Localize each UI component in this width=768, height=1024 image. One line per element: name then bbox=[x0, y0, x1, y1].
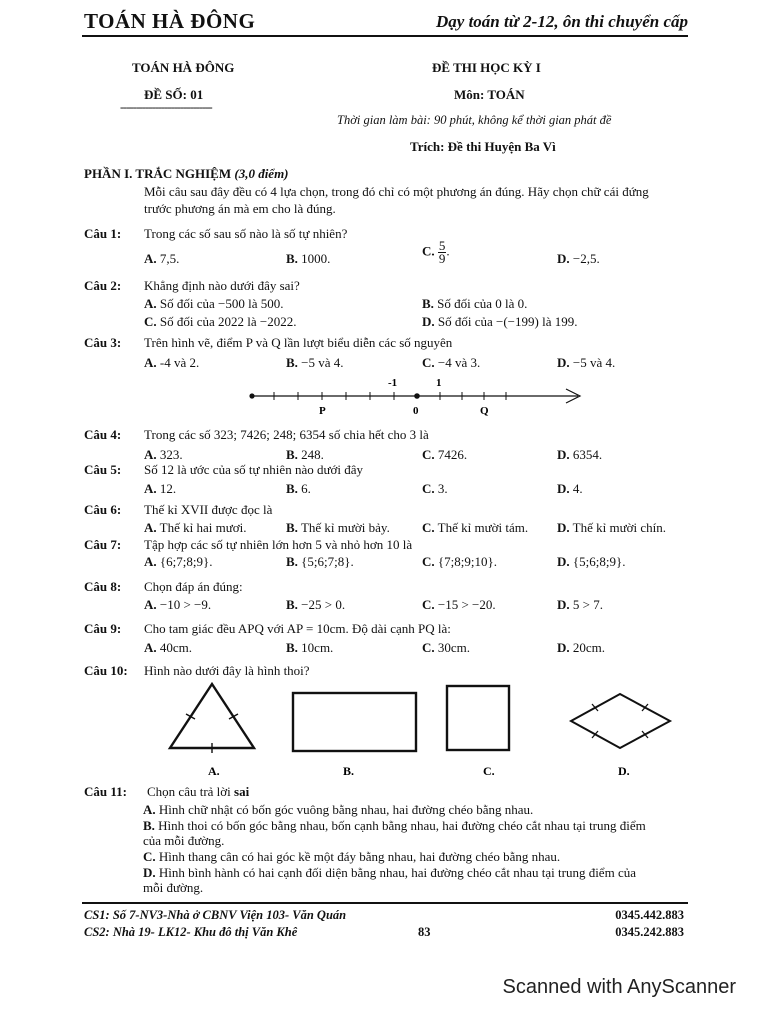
option-text: 20cm. bbox=[572, 640, 606, 655]
option-letter: C. bbox=[422, 481, 435, 496]
figure-label-d: D. bbox=[618, 764, 630, 778]
option-letter: C. bbox=[422, 554, 435, 569]
q9-option-a bbox=[144, 640, 192, 656]
question-9-text: Cho tam giác đều APQ với AP = 10cm. Độ dài cạnh PQ là: bbox=[144, 621, 451, 636]
triangle-shape bbox=[170, 684, 254, 748]
q9-option-c bbox=[422, 640, 470, 656]
footer-phone-2: 0345.242.883 bbox=[615, 925, 684, 939]
question-2-label: Câu 2: bbox=[84, 278, 122, 293]
q8-option-d bbox=[557, 597, 603, 613]
q6-option-d bbox=[557, 520, 666, 536]
footer-cs2: CS2: Nhà 19- LK12- Khu đô thị Văn Khê bbox=[84, 925, 298, 939]
q11-option-c bbox=[143, 849, 560, 865]
q1-option-c bbox=[422, 240, 450, 265]
q5-option-b bbox=[286, 481, 311, 497]
option-text: -4 và 2. bbox=[159, 355, 200, 370]
q11-option-a bbox=[143, 802, 533, 818]
header-rule bbox=[82, 35, 688, 37]
question-5-label: Câu 5: bbox=[84, 462, 122, 477]
shapes-figure bbox=[160, 678, 690, 780]
question-3-text: Trên hình vẽ, điểm P và Q lần lượt biểu diễn các số nguyên bbox=[144, 335, 453, 350]
q3-option-b bbox=[286, 355, 344, 371]
option-text: {5;6;7;8}. bbox=[301, 554, 354, 569]
exam-code: ĐỀ SỐ: 01 bbox=[144, 87, 204, 102]
option-text: Số đối của 0 là 0. bbox=[437, 296, 528, 311]
option-text: 7426. bbox=[437, 447, 468, 462]
option-letter: D. bbox=[557, 481, 570, 496]
option-text: Hình thang cân có hai góc kề một đáy bằng nhau, hai đường chéo bằng nhau. bbox=[158, 849, 561, 864]
q2-option-b bbox=[422, 296, 527, 312]
question-11-label: Câu 11: bbox=[84, 784, 127, 799]
figure-label-b: B. bbox=[343, 764, 355, 778]
option-letter: A. bbox=[144, 520, 157, 535]
q7-option-c bbox=[422, 554, 497, 570]
option-text: Hình thoi có bốn góc bằng nhau, bốn cạnh bằng nhau, hai đường chéo cắt nhau tại trung điểm bbox=[158, 818, 646, 833]
option-letter: D. bbox=[557, 520, 570, 535]
footer-phone-1: 0345.442.883 bbox=[615, 908, 684, 922]
q4-option-d bbox=[557, 447, 602, 463]
exam-source: Trích: Đề thi Huyện Ba Vì bbox=[410, 139, 556, 154]
question-8-label: Câu 8: bbox=[84, 579, 122, 594]
option-text: 4. bbox=[572, 481, 583, 496]
option-letter: D. bbox=[557, 447, 570, 462]
q9-option-d bbox=[557, 640, 605, 656]
fraction-numerator: 5 bbox=[438, 238, 446, 253]
option-letter: C. bbox=[422, 520, 435, 535]
question-10-label: Câu 10: bbox=[84, 663, 128, 678]
option-letter: B. bbox=[286, 355, 298, 370]
section-points: (3,0 điểm) bbox=[234, 166, 289, 181]
question-3-label: Câu 3: bbox=[84, 335, 122, 350]
option-letter: A. bbox=[144, 251, 157, 266]
option-text: Thế kỉ mười chín. bbox=[572, 520, 667, 535]
option-text: −4 và 3. bbox=[437, 355, 481, 370]
q11-option-d-cont: mỗi đường. bbox=[143, 880, 204, 895]
option-letter: D. bbox=[557, 597, 570, 612]
question-11-emphasis: sai bbox=[234, 784, 250, 799]
figure-label-c: C. bbox=[483, 764, 495, 778]
option-text: −10 > −9. bbox=[159, 597, 212, 612]
q3-option-a bbox=[144, 355, 199, 371]
option-text: Hình chữ nhật có bốn góc vuông bằng nhau, hai đường chéo bằng nhau. bbox=[158, 802, 534, 817]
option-letter: B. bbox=[286, 447, 298, 462]
option-letter: D. bbox=[557, 640, 570, 655]
footer-rule bbox=[82, 902, 688, 904]
option-text: {6;7;8;9}. bbox=[159, 554, 213, 569]
option-text: 6354. bbox=[572, 447, 603, 462]
q1-option-d bbox=[557, 251, 600, 267]
q7-option-d bbox=[557, 554, 625, 570]
option-text: {5;6;8;9}. bbox=[572, 554, 626, 569]
option-tail: . bbox=[446, 243, 450, 259]
exam-code-underline: ----------------------------- bbox=[120, 100, 212, 114]
q5-option-d bbox=[557, 481, 583, 497]
q2-option-c bbox=[144, 314, 297, 330]
option-letter: B. bbox=[286, 481, 298, 496]
square-shape bbox=[447, 686, 509, 750]
option-text: −2,5. bbox=[572, 251, 600, 266]
option-letter: D. bbox=[557, 554, 570, 569]
option-text: Số đối của 2022 là −2022. bbox=[159, 314, 297, 329]
label-p: P bbox=[319, 405, 326, 417]
q8-option-c bbox=[422, 597, 496, 613]
q1-option-a bbox=[144, 251, 179, 267]
question-5-text: Số 12 là ước của số tự nhiên nào dưới đây bbox=[144, 462, 364, 477]
option-letter: A. bbox=[144, 481, 157, 496]
option-text: Hình bình hành có hai cạnh đối diện bằng nhau, hai đường chéo cắt nhau tại trung điểm của bbox=[158, 865, 636, 880]
q2-option-a bbox=[144, 296, 284, 312]
option-text: Thế kỉ mười bảy. bbox=[300, 520, 390, 535]
option-letter: D. bbox=[422, 314, 435, 329]
option-letter: D. bbox=[143, 865, 156, 880]
q4-option-c bbox=[422, 447, 467, 463]
q5-option-a bbox=[144, 481, 176, 497]
option-text: 30cm. bbox=[437, 640, 471, 655]
q7-option-b bbox=[286, 554, 354, 570]
option-letter: C. bbox=[422, 597, 435, 612]
option-text: −5 và 4. bbox=[572, 355, 616, 370]
option-text: Số đối của −(−199) là 199. bbox=[437, 314, 578, 329]
option-letter: D. bbox=[557, 251, 570, 266]
exam-time: Thời gian làm bài: 90 phút, không kể thời gian phát đề bbox=[337, 113, 612, 127]
q9-option-b bbox=[286, 640, 333, 656]
rectangle-shape bbox=[293, 693, 416, 751]
q3-option-c bbox=[422, 355, 480, 371]
label-0: 0 bbox=[413, 405, 419, 417]
q8-option-a bbox=[144, 597, 211, 613]
q11-option-b bbox=[143, 818, 646, 834]
option-text: {7;8;9;10}. bbox=[437, 554, 497, 569]
brand-title: TOÁN HÀ ĐÔNG bbox=[84, 9, 256, 33]
option-text: −25 > 0. bbox=[301, 597, 346, 612]
number-line-origin-dot bbox=[414, 393, 420, 399]
option-letter: C. bbox=[144, 314, 157, 329]
label-1: 1 bbox=[436, 377, 442, 389]
option-letter: B. bbox=[286, 520, 298, 535]
question-10-text: Hình nào dưới đây là hình thoi? bbox=[144, 663, 310, 678]
figure-label-a: A. bbox=[208, 764, 220, 778]
option-letter: A. bbox=[144, 597, 157, 612]
option-text: 6. bbox=[301, 481, 311, 496]
option-text: 7,5. bbox=[159, 251, 180, 266]
section-instruction-1: Mỗi câu sau đây đều có 4 lựa chọn, trong đó chỉ có một phương án đúng. Hãy chọn chữ cái đứng bbox=[144, 184, 649, 199]
question-8-text: Chọn đáp án đúng: bbox=[144, 579, 243, 594]
q8-option-b bbox=[286, 597, 345, 613]
option-letter: B. bbox=[286, 640, 298, 655]
section-title-text: PHẦN I. TRẮC NGHIỆM bbox=[84, 166, 232, 181]
option-text: 5 > 7. bbox=[572, 597, 603, 612]
rhombus-shape bbox=[571, 694, 670, 748]
option-letter: C. bbox=[422, 640, 435, 655]
brand-tagline: Dạy toán từ 2-12, ôn thi chuyển cấp bbox=[436, 12, 688, 31]
option-letter: A. bbox=[144, 355, 157, 370]
question-11-stem: Chọn câu trả lời bbox=[147, 784, 231, 799]
option-text: 12. bbox=[159, 481, 177, 496]
option-text: 248. bbox=[301, 447, 324, 462]
q2-option-d bbox=[422, 314, 577, 330]
q11-option-d bbox=[143, 865, 636, 881]
exam-title: ĐỀ THI HỌC KỲ I bbox=[432, 60, 541, 75]
exam-subject: Môn: TOÁN bbox=[454, 87, 525, 102]
option-text: 1000. bbox=[301, 251, 331, 266]
section-title bbox=[84, 166, 289, 182]
exam-org: TOÁN HÀ ĐÔNG bbox=[132, 60, 235, 75]
q11-option-b-cont: của mỗi đường. bbox=[143, 833, 225, 848]
option-letter: B. bbox=[286, 597, 298, 612]
option-text: −15 > −20. bbox=[437, 597, 496, 612]
option-text: Số đối của −500 là 500. bbox=[159, 296, 284, 311]
question-9-label: Câu 9: bbox=[84, 621, 122, 636]
question-4-label: Câu 4: bbox=[84, 427, 122, 442]
page-number: 83 bbox=[418, 925, 431, 939]
rhombus-tick-marks bbox=[592, 704, 648, 738]
question-1-text: Trong các số sau số nào là số tự nhiên? bbox=[144, 226, 348, 241]
option-text: 40cm. bbox=[159, 640, 193, 655]
option-letter: A. bbox=[144, 640, 157, 655]
q6-option-b bbox=[286, 520, 390, 536]
option-letter: B. bbox=[143, 818, 155, 833]
footer-cs1: CS1: Số 7-NV3-Nhà ở CBNV Viện 103- Văn Quán bbox=[84, 908, 347, 922]
q4-option-b bbox=[286, 447, 324, 463]
question-6-text: Thế kỉ XVII được đọc là bbox=[144, 502, 273, 517]
scanner-watermark: Scanned with AnyScanner bbox=[502, 976, 736, 998]
section-instruction-2: trước phương án mà em cho là đúng. bbox=[144, 201, 336, 216]
option-letter: A. bbox=[144, 447, 157, 462]
question-7-text: Tập hợp các số tự nhiên lớn hơn 5 và nhỏ hơn 10 là bbox=[144, 537, 413, 552]
option-text: Thế kỉ mười tám. bbox=[437, 520, 529, 535]
question-1-label: Câu 1: bbox=[84, 226, 122, 241]
option-letter: C. bbox=[422, 243, 435, 259]
q7-option-a bbox=[144, 554, 212, 570]
option-letter: C. bbox=[143, 849, 156, 864]
q6-option-c bbox=[422, 520, 528, 536]
label-minus-1: -1 bbox=[388, 377, 398, 389]
option-text: Thế kỉ hai mươi. bbox=[159, 520, 247, 535]
number-line-start-dot bbox=[249, 393, 254, 398]
question-6-label: Câu 6: bbox=[84, 502, 122, 517]
option-letter: B. bbox=[422, 296, 434, 311]
option-text: 323. bbox=[159, 447, 183, 462]
option-letter: C. bbox=[422, 447, 435, 462]
q1-option-b bbox=[286, 251, 330, 267]
fraction-denominator: 9 bbox=[438, 251, 446, 266]
option-text: 10cm. bbox=[301, 640, 334, 655]
option-letter: A. bbox=[144, 554, 157, 569]
option-letter: A. bbox=[144, 296, 157, 311]
number-line bbox=[240, 374, 590, 420]
option-letter: A. bbox=[143, 802, 156, 817]
label-q: Q bbox=[480, 405, 489, 417]
question-11-text bbox=[147, 784, 249, 800]
question-4-text: Trong các số 323; 7426; 248; 6354 số chia hết cho 3 là bbox=[144, 427, 429, 442]
option-letter: B. bbox=[286, 554, 298, 569]
option-letter: D. bbox=[557, 355, 570, 370]
option-letter: B. bbox=[286, 251, 298, 266]
question-2-text: Khẳng định nào dưới đây sai? bbox=[144, 278, 300, 293]
q4-option-a bbox=[144, 447, 183, 463]
question-7-label: Câu 7: bbox=[84, 537, 122, 552]
option-letter: C. bbox=[422, 355, 435, 370]
option-text: 3. bbox=[437, 481, 448, 496]
q5-option-c bbox=[422, 481, 448, 497]
q3-option-d bbox=[557, 355, 615, 371]
option-text: −5 và 4. bbox=[301, 355, 344, 370]
q6-option-a bbox=[144, 520, 247, 536]
